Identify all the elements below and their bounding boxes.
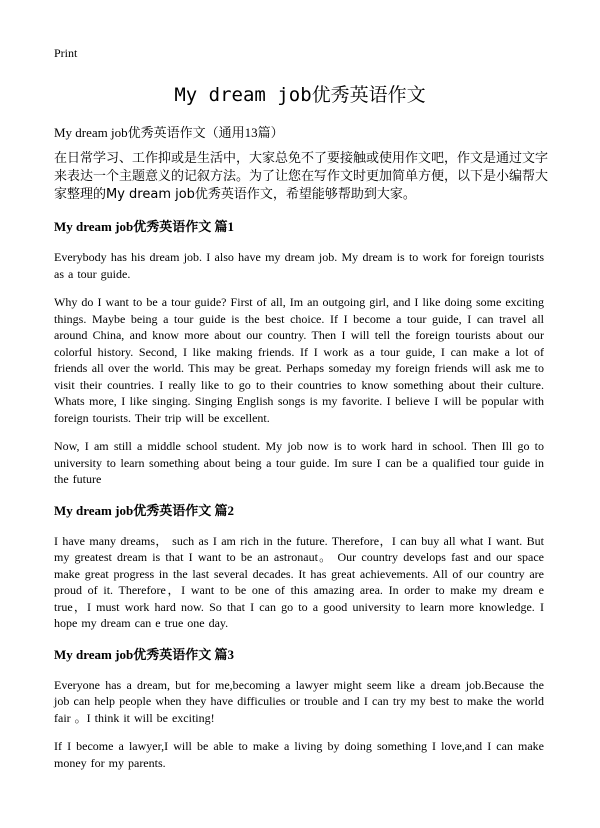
- page-title: My dream job优秀英语作文: [174, 84, 426, 106]
- paragraph: Everyone has a dream, but for me,becoming a lawyer might seem like a dream job.Because the job can help people when they have difficulies or trouble and I can try my best to make the world fair 。I think it will be exciting!: [54, 677, 544, 725]
- section-heading: My dream job优秀英语作文 篇1: [54, 219, 234, 234]
- article-body: [54, 212, 544, 783]
- print-link[interactable]: Print: [54, 46, 78, 60]
- section-heading: My dream job优秀英语作文 篇3: [54, 646, 234, 662]
- article-subtitle: My dream job优秀英语作文（通用13篇）: [54, 125, 284, 140]
- paragraph: If I become a lawyer,I will be able to make a living by doing something I love,and I can make money for my parents.: [54, 739, 544, 770]
- essay-section-2: [54, 500, 544, 632]
- essay-section-1: [54, 216, 544, 488]
- intro-paragraph: 在日常学习、工作抑或是生活中，大家总免不了要接触或使用作文吧，作文是通过文字来表达一个主题意义的记叙方法。为了让您在写作文时更加简单方便，以下是小编帮大家整理的My dream job优秀英语作文，希望能够帮助到大家。: [54, 151, 549, 202]
- paragraph: Why do I want to be a tour guide? First of all, Im an outgoing girl, and I like doing some exciting things. Maybe being a tour guide is the best choice. If I become a tour guide, I can travel all around China, and know more about our country. Then I will tell the foreign tourists about our colorful history. Second, I like making friends. If I work as a tour guide, I can make a lot of friends all over the world. This may be great. Perhaps someday my foreign friends will ask me to visit their countries. I really like to go to their countries to know something about their culture. Whats more, I like singing. Singing English songs is my favorite. I believe I will be popular with foreign tourists. Their trip will be excellent.: [54, 295, 544, 425]
- paragraph: Now, I am still a middle school student. My job now is to work hard in school. Then Ill go to university to learn something about being a tour guide. Im sure I can be a qualified tour guide in the future: [54, 439, 544, 486]
- essay-section-3: [54, 644, 544, 772]
- paragraph: I have many dreams， such as I am rich in the future. Therefore，I can buy all what I want. But my greatest dream is that I want to be an astronaut。 Our country develops fast and our space make great progress in the last several decades. It has great achievements. All of our country are proud of it. Therefore，I want to be one of this amazing area. In order to make my dream e true，I must work hard now. So that I can go to a good university to learn more knowledge. I hope my dream can e true one day.: [54, 533, 544, 630]
- section-heading: My dream job优秀英语作文 篇2: [54, 502, 234, 518]
- paragraph: Everybody has his dream job. I also have my dream job. My dream is to work for foreign tourists as a tour guide.: [54, 250, 544, 281]
